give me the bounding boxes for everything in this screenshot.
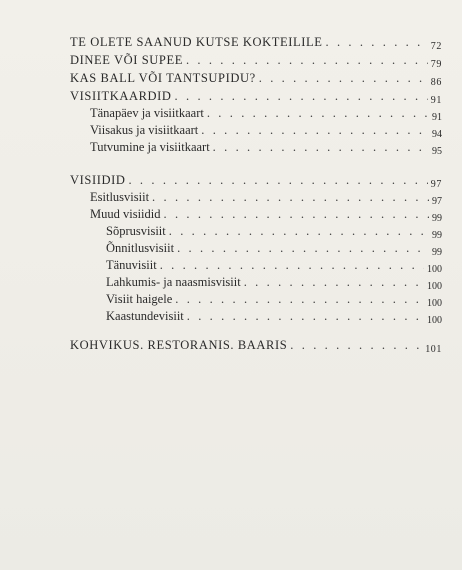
toc-entry-page: 100 (427, 264, 442, 275)
dot-leader (164, 207, 430, 221)
toc-entry-title: Esitlusvisiit (90, 190, 150, 204)
toc-entry-page: 97 (432, 196, 442, 207)
toc-entry-title: KOHVIKUS. RESTORANIS. BAARIS (70, 338, 288, 352)
toc-entry-title: Tänapäev ja visiitkaart (90, 106, 204, 120)
toc-entry-title: Õnnitlusvisiit (106, 241, 175, 255)
dot-leader (187, 309, 424, 323)
dot-leader (128, 173, 427, 187)
toc-entry-page: 79 (430, 59, 442, 70)
toc-subentry (90, 123, 442, 139)
toc-entry-page: 99 (432, 213, 442, 224)
dot-leader (201, 123, 429, 137)
toc-entry (70, 338, 442, 354)
toc-entry-title: VISIITKAARDID (70, 89, 172, 103)
dot-leader (290, 338, 422, 352)
dot-leader (177, 241, 429, 255)
toc-entry-title: TE OLETE SAANUD KUTSE KOKTEILILE (70, 35, 323, 49)
toc-entry-page: 86 (430, 77, 442, 88)
dot-leader (175, 292, 424, 306)
toc-subsubentry (106, 292, 442, 308)
toc-entry (70, 35, 442, 51)
toc-entry-title: Visiit haigele (106, 292, 173, 306)
toc-entry-page: 101 (425, 344, 442, 355)
toc-subentry (90, 140, 442, 156)
toc-entry (70, 53, 442, 69)
toc-entry-page: 100 (427, 281, 442, 292)
toc-subentry (90, 190, 442, 206)
toc-entry-page: 95 (432, 146, 442, 157)
dot-leader (160, 258, 424, 272)
toc-entry-page: 100 (427, 298, 442, 309)
toc-entry-title: Tänuvisiit (106, 258, 157, 272)
toc-entry-title: Kaastundevisiit (106, 309, 184, 323)
toc-entry (70, 89, 442, 105)
toc-entry (70, 173, 442, 189)
toc-entry-page: 94 (432, 129, 442, 140)
toc-entry-title: KAS BALL VÕI TANTSUPIDU? (70, 71, 256, 85)
toc-entry-page: 91 (432, 112, 442, 123)
toc-subsubentry (106, 224, 442, 240)
dot-leader (259, 71, 428, 85)
dot-leader (186, 53, 428, 67)
dot-leader (326, 35, 428, 49)
toc-entry-title: Muud visiidid (90, 207, 161, 221)
toc-entry-title: Sõprusvisiit (106, 224, 166, 238)
toc-subsubentry (106, 241, 442, 257)
toc-entry-page: 91 (430, 95, 442, 106)
toc-entry-page: 99 (432, 247, 442, 258)
toc-entry-title: Lahkumis- ja naasmisvisiit (106, 275, 241, 289)
dot-leader (213, 140, 429, 154)
toc-subentry (90, 106, 442, 122)
toc-entry-page: 72 (430, 41, 442, 52)
toc-entry-title: DINEE VÕI SUPEE (70, 53, 183, 67)
toc-entry-page: 100 (427, 315, 442, 326)
toc-subsubentry (106, 275, 442, 291)
toc-entry-page: 99 (432, 230, 442, 241)
toc-entry (70, 71, 442, 87)
toc-entry-title: Viisakus ja visiitkaart (90, 123, 199, 137)
toc-subentry (90, 207, 442, 223)
toc-entry-page: 97 (430, 179, 442, 190)
dot-leader (244, 275, 424, 289)
toc-entry-title: Tutvumine ja visiitkaart (90, 140, 210, 154)
dot-leader (175, 89, 428, 103)
toc-subsubentry (106, 309, 442, 325)
dot-leader (152, 190, 429, 204)
toc-subsubentry (106, 258, 442, 274)
toc-entry-title: VISIIDID (70, 173, 126, 187)
dot-leader (169, 224, 429, 238)
dot-leader (207, 106, 429, 120)
